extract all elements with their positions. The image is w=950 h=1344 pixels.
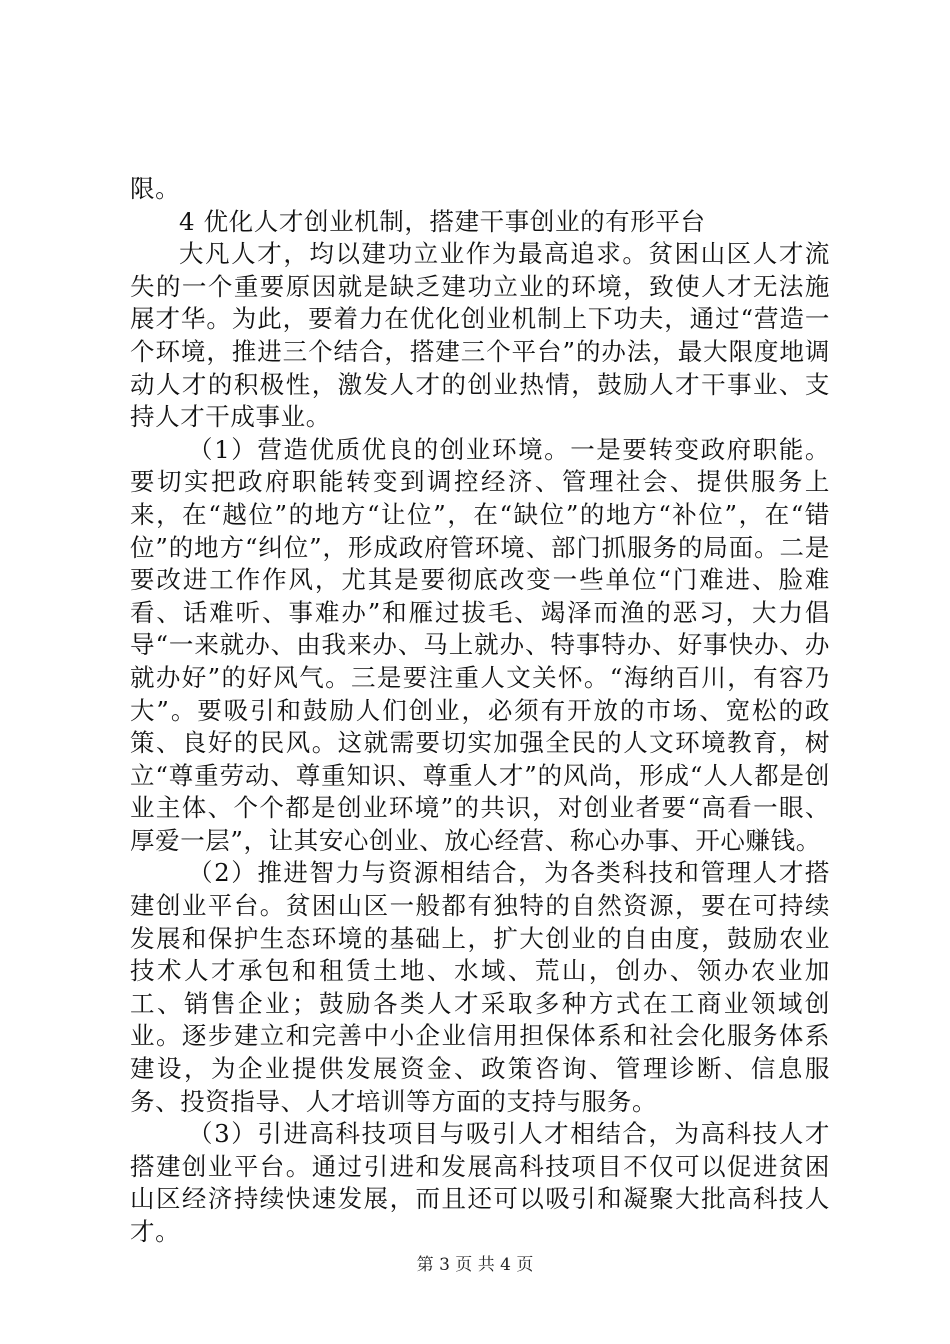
section-heading: 4 优化人才创业机制，搭建干事创业的有形平台 (179, 206, 706, 236)
document-body (130, 173, 830, 1249)
paragraph-point-1: （1）营造优质优良的创业环境。一是要转变政府职能。要切实把政府职能转变到调控经济、管理社会、提供服务上来，在“越位”的地方“让位”，在“缺位”的地方“补位”，在“错位”的地方“纠位”，形成政府管环境、部门抓服务的局面。二是要改进工作作风，尤其是要彻底改变一些单位“门难进、脸难看、话难听、事难办”和雁过拔毛、竭泽而渔的恶习，大力倡导“一来就办、由我来办、马上就办、特事特办、好事快办、办就办好”的好风气。三是要注重人文关怀。“海纳百川，有容乃大”。要吸引和鼓励人们创业，必须有开放的市场、宽松的政策、良好的民风。这就需要切实加强全民的人文环境教育，树立“尊重劳动、尊重知识、尊重人才”的风尚，形成“人人都是创业主体、个个都是创业环境”的共识，对创业者要“高看一眼、厚爱一层”，让其安心创业、放心经营、称心办事、开心赚钱。 (130, 434, 830, 855)
paragraph-continuation: 限。 (130, 174, 181, 203)
paragraph-intro: 大凡人才，均以建功立业作为最高追求。贫困山区人才流失的一个重要原因就是缺乏建功立业的环境，致使人才无法施展才华。为此，要着力在优化创业机制上下功夫，通过“营造一个环境，推进三个结合，搭建三个平台”的办法，最大限度地调动人才的积极性，激发人才的创业热情，鼓励人才干事业、支持人才干成事业。 (130, 239, 830, 432)
paragraph-point-2: （2）推进智力与资源相结合，为各类科技和管理人才搭建创业平台。贫困山区一般都有独特的自然资源，要在可持续发展和保护生态环境的基础上，扩大创业的自由度，鼓励农业技术人才承包和租赁土地、水域、荒山，创办、领办农业加工、销售企业；鼓励各类人才采取多种方式在工商业领域创业。逐步建立和完善中小企业信用担保体系和社会化服务体系建设，为企业提供发展资金、政策咨询、管理诊断、信息服务、投资指导、人才培训等方面的支持与服务。 (130, 858, 830, 1116)
paragraph-point-3: （3）引进高科技项目与吸引人才相结合，为高科技人才搭建创业平台。通过引进和发展高科技项目不仅可以促进贫困山区经济持续快速发展，而且还可以吸引和凝聚大批高科技人才。 (130, 1119, 830, 1246)
page-footer: 第 3 页 共 4 页 (416, 1255, 534, 1275)
